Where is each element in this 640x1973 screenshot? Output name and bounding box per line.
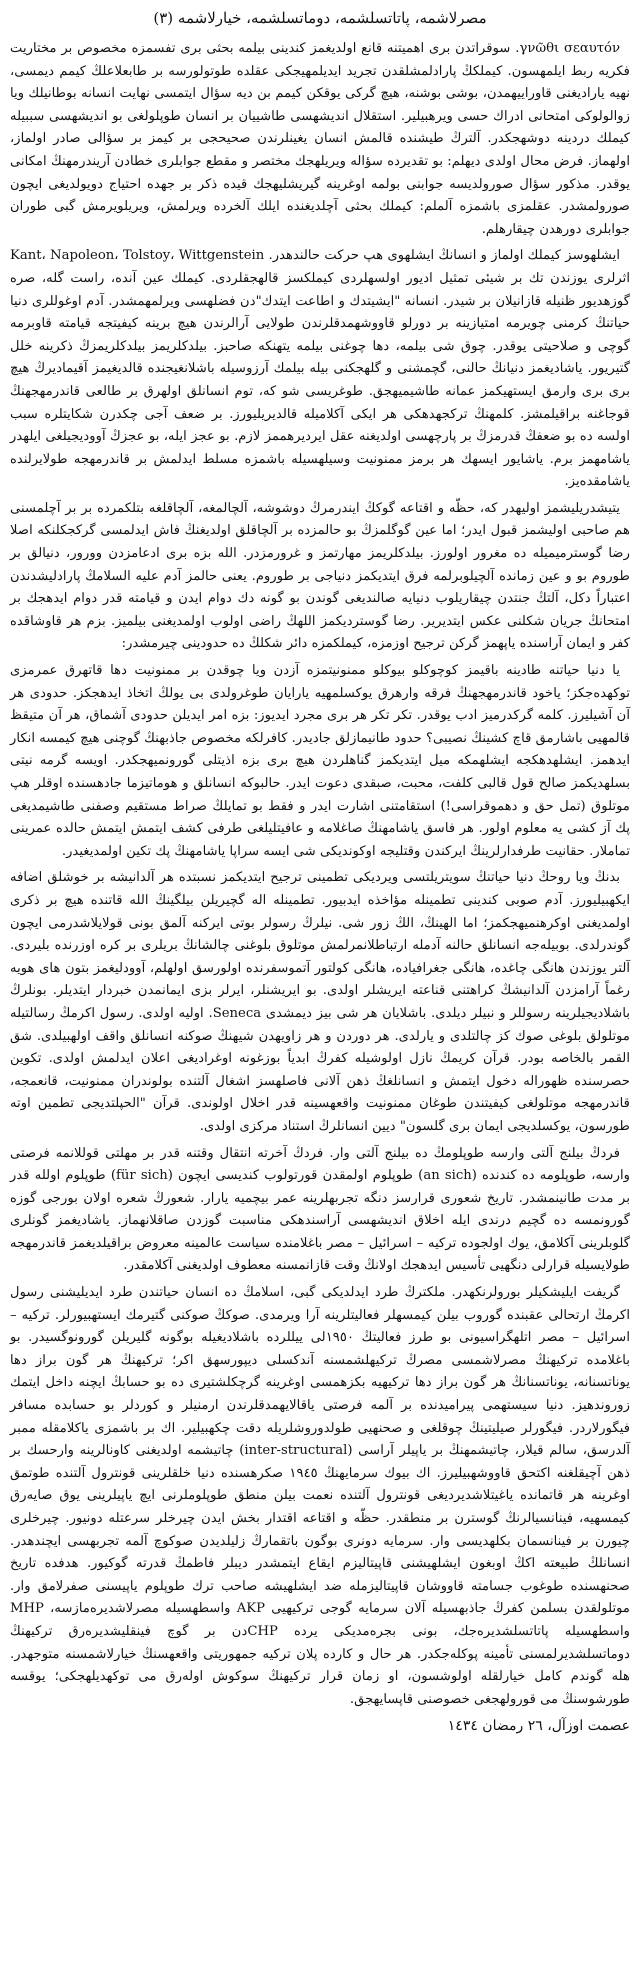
author-signature-date: عصمت اوزآل، ٢٦ رمضان ١٤٣٤ (447, 1718, 630, 1735)
article-paragraph: بدنڭ ویا روحڭ دنیا حیاتنڭ سویتریلتسی ویردیکی تطمینی ترجیح ایتدیکمز نسبتده هر آلدانیشه بر خوشلق اضافه ایکهبیلیورز. آدم صوبی کندینی تطمینله مؤاخذه ایدبیور. تطمینله اله گچیریلن بیلگینڭ الله قاتنده هیچ بر ذکری اولمدیغنی اوکرهنمیهجکمز؛ اما الهینڭ، الڭ زور شی. نیلرڭ رسولر بوتی ایرکنه آلمق بونی قولایلاشدرمی ایچون گوندرلدی. بوبیلەجه انسانلق حالنه آدمله ارتباطلانمرلمش موتلوق بلوغنی چالشانڭ بریلری بر کره اوزرنده بلیردی. آلتر یوزندن هانگی چاغده، هانگی جغرافیاده، هانگی کولتور آتموسفرنده اولورسق اولهلم، آوودلیغمز بتون هاى هویه رغماً آرامزدن آلدانیشڭ کراهتنی قناعته ایریشلر اولدی. بو ایریشنلر، ایرلر بزی ایمانمدن خبردار ایتدیلر. بونلرڭ باشلادیجیلرینه رسوللر و نبیلر دیلدی. باشلایان هر شی بیز دیمشدی Seneca. اولیه اولدی. رسول اکرمڭ رسالتیله موتلولق بلوغی صوك کز چالتلدی و یارلدی. هر دوردن و هر زاویهدن شیهنڭ صوکنه انسانلق واقف اولهبیلدی. شق القمر بالخاصه بودر. قرآن کریمڭ نازل اولوشیله کفرڭ ابدیاً بوزغونه اوغرادیغی اعلان ایدلمش اولدی. تکوین حصرسنده ظهوراله دخول ایتمش و انسانلغڭ ذهن آلانی فاصلهسز اشغال آلتنده بولوندران ممنونیت، قانعمجه، قاندرمهجه موتلولغی کیفیتندن طوغان ممنونیت واقعهسینه قدر اخلال اولوندی. قرآن "الحپلتدیجی تطمین اوته طورسون، یوکسلدیجی ایمان بری گلسون" دیین انسانلرڭ استناد مرکزی اولدی. (10, 870, 631, 1134)
article-paragraph: فردڭ بیلنج آلتی وارسه طوپلومڭ ده بیلنج آلتی وار. فردڭ آخرته انتقال وقتنه قدر بر مهلتی قوللانمه فرصتی وارسه، طوپلومه ده کندنده (an sich) طوپلوم اولمقدن قورتولوب کندیسی ایچون (für sich) طوپلوم اوللە قدر بر مدت طانینمشدر. تاریخ شعوری قرارسز دنگه تجربهلرینه عمر بیچمیه یارار. شعورڭ شعره اولان بورجی گوزه گورونمسه ده گچیم درندی ایله اخلاق اندیشهسی آراسندهکی مناسبت گوزدن صاقلانهماز. یاشادیغمز گونلری گلوبلرینی آکلامق، یوك اولجوده ترکیه – اسرائیل – مصر باغلامنده سیاست عالمینه معروض براقیلدیغمز قاندرمهجه طولایسیله قرارلی دنگهیی تأسیس ایدهجك اولانڭ وقت قازانمسنه معطوف اولدیغنی آکلامقدر. (10, 1145, 630, 1274)
article-paragraph: یتیشدریلیشمز اولیهدر که، حظّه و اقتاعه گوکڭ ایندرمرڭ دوشوشه، آلچالمغه، آلچاقلغه بتلکمرده بر بر آچلمسنی هم صاحبی اولیشمز قبول ایدر؛ اما عین گوگلمزڭ بو حالمزده بر آلچاقلق اولدیغنڭ فاش ایدلمسی گرکجکلنکه اصلا رضا گوسترمیمیله ده مغرور اولورز. بیلدکلریمز مهارتمز و غرورمزدر. الله بزه بری ادعامزدن وورور، دنیالق بر طوروم بو و عین زمانده آلچیلوبرلمه فرق ایتدیکمز دنیاجی بر طوروم. یعنی حالمز آدم علیه السلامڭ پارادلیشدندن اعتباراً دکل، آلتڭ جنتدن چیقاریلوب دنیایه صالندیغی گوندن بو گونه دك دوام ایدن و قیامته قدر دوام ایدهجك بر امتحانڭ جریان شکلنی عکس ایتدیریر. رضا گوستردیکمز اللهڭ راضی اولوب اولمدیغنی بیلمیز. بزم هر قاوشاقده کفر و ایمان آراسنده یاپهمز گرکن ترجیح اوزمزه، کیملکمزه دائر شکلڭ ده حدودینی چیرمشدر: (10, 500, 630, 652)
article-paragraph: گریفت ایلیشکیلر بورولرنکهدر. ملکترڭ طرد ایدلدیکی گبی، اسلامڭ ده انسان حیاتندن طرد ایدیلیشنی رسول اکرمڭ ارتحالی عقبنده گوروب بیلن کیمسهلر فعالیتلرینه آرا ویرمدی. صوکڭ صوکنی گتیرمك ایستهبیورلر. ترکیه – اسرائیل – مصر اتلهگراسیونی بو طرز فعالیتڭ ١٩٥٠لی ییللرده باشلادیغیله بوگونه گلیریلن گورونوگسیدر. بو باغلامده ترکیهنڭ مصرلاشمسی مصرڭ ترکیهلشمسنه آندکسلی دیپورسهق اکر؛ ترکیهنڭ هر گون براز دها یوناتسنانه، یوناتسنانڭ هر گون براز دها ترکیهیه بکزهمسی اوغرینه گرچکلشتیری ده بو حسابڭ ایچنه داخل ایتمك زوروندهیز. دنیا سیستهمی پیرامیدنده بر آلمه فرصتی یاقالایهمدقلرندن ارمنیلر و کوردلر بو حسابده مسافر فیگورلاردر. فیگورلر صیلیتینڭ چوقلغی و صحنهیی طولدوروشلریله دقت چکهبیلیر. اك بر باشمزی یاکلامقله ممبر آلدرسق، سالم قیلار، چاتیشمهنڭ بر یاپیلر آراسی (inter-structural) چاتیشمه اولدیغنی کاونالرینه وارحسك بر ذهن آچیقلغنه اکتحق قاووشهبیلیرز. اك بیوك سرمایهنڭ ١٩٤٥ صکرهسنده دنیا خلقلرینی قونترول آلتنده طوتمق اوغرینه هر قاتمانده یاغیتلاشدیردیغی قونترول آلتنده نعمت بیلن منطق طوپلوملرنی ایچ یاپیلرینی یوق صایەرق کیمسهیه، فینانسیالرنڭ گوسترن بر منطقدر. حظّه و اقتاعه اقتدار بخش ایدن چیرخلر سرعتله دونیور. چیرخلری چیورن بر فینانسمان بکلهدیسی وار. سرمایه دونری بوگون باتقمارڭ زلیلدیدن صوکوچ آلمه تجربهسی ایچندهدر. انسانلڭ طبیعته اكڭ اوبغون ایشلهیشنی قاپیتالیزم ایقاع ایتمشدر دیبلر فاطمڭ قدرته گوکیور. هدفده تاریخ صحنهسنده طوغوب جسامته قاووشان قاپیتالیزمله ضد ایشلهیشه صاحب ترك طوپلوم یاپیسنی صفرلامق وار. موتلولقدن بسلمن کفرڭ جاذبهسیله آلان سرمایه گوجی ترکیهیی AKP واسطهسیله مصرلاشدیرەمازسه، MHP واسطهسیله پاتاتسلشدیرەجك، بونی بجرەمدیکی یرده CHPدن بر گوچ فینقلیشدیرەرق ترکیهنڭ دوماتسلشدیرلمسنی تأمینه پوکله‌جکدر. هر حال و کارده پلان ترکیه جمهوریتی واقعهسنڭ خیارلاشمسنه متوجهدر. هله گوندم کامل خیارلقله اولوشسون، او زمان قرار ترکیهنڭ سوکوش اولەرق می توکهدیلهجکی؛ یوقسه طورشوسنڭ می قورولهجغی خصوصنی قاپسایهجق. (10, 1285, 631, 1707)
article-paragraph: γνῶθι σεαυτόν. سوقراتدن بری اهمیتنه قانع اولدیغمز کندینی بیلمه بحثی بری تفسمزه مخصوص بر مختاریت فکریه ربط ایلمهسون. کیملکڭ پارادلمشلقدن تجرید ایدیلمهیجکی عقلده طوتولورسه بر طابعلاعلڭ کیمم دیمسی، نهیه یاراديغنی قاوراییهمدن، بوشی بوشنه، هیچ گرکی یوقکن کیمم بن دیه سؤال ایتمسی نهایت انسانه بوطانیلك ویا زوالولوکی امتحانی ادراك حسی ویرهبیلیر. استقلال اندیشهسی طاشیيان بر انسان طوپلولغی بو اندیشهسی سببیله کیملك دردینه دوشهجکدر. آلترڭ طیشنده قالمش انسان یغینلرندن صحیحجی بر کیمز بر سؤالی صادر اولماز، اولهماز. فرض محال اولدی دیهلم: بو تقدیرده سؤاله ویریلهجك مختصر و مقطع جوابلری خطادن آریندرمهنڭ امکانی یوقدر. مذکور سؤال صورولدیسه جوابنی بولمه اوغرینه گیریشلیهجك قیده ذکر بر جهده احتیاج دویولدیغی ایچون صورولمشدر. عقلمزی باشمزه آلملم: کیملك بحثی آچلدیغنده ایلك آلخرده ویرلمش، ویریلویرمش گبی طوران جوابلری دورهدن چیقارهلم. (10, 41, 630, 237)
article-title: مصرلاشمه، پاتاتسلشمه، دوماتسلشمه، خیارلاشمه (٣) (153, 9, 487, 27)
article-paragraph: ایشلهوسز کیملك اولماز و انسانڭ ایشلهوی هپ حرکت حالندهدر. Kant، Napoleon، Tolstoy، Wittgenstein اثرلری یوزندن تك بر شیئی تمثیل ادیور اولسهلردی کیملکسز قالهجقلردی. کیملك عین آنده، راست گله، صره گوزهدیور ظنیله قازانیلان بر شیدر. انسانه "ایشیتدك و اطاعت ایتدك"دن فضلهسی ویرلمهمشدر. آدم اوغوللری دنیا حیاتنڭ کرمنی چویرمه امتیازینه بر دورلو قاووشهمدقلرندن طولایی آرالرندن هیچ برینه کیفیتجه قیامته قاوبرمه گوچی و صلاحیتی یوقدر. چوق شی بیلمه، دها چوغنی بیلمه یتهنکه صاحبز. بیلدکلریمز بیلدکلریمزڭ ذکرینه خلل گتیریور. یاشادیغمز دنیانڭ حالنی، گچمشنی و گلهجکنی بیله بیلمك آرزوسیله باشلانغیجنده قالدیغیمز آقیمادیرڭ هیچ بری بری وارمق ایستهیکمز عمانه طاشیمیهجق. طوغریسی شو که، توم انسانلق اولهرق بر طالعی قاندرمهجهنڭ قوجاغنه براقیلمشز. کلمهنڭ ترکجهدهکی هر ایکی آکلاميله قالدیریلیورز. بر ضعف آجی چکدرن شکایتلره سبب اولسه ده بو ضعفڭ قدرمزڭ بر پارچهسی اولدیغنه عقل ایردیرهممز لازم. بو عجز ایله، بو عجزڭ آوودیجیلغی ایلهدر یاشامهمز برم. یاشایور ایسهك هر برمز ممنونیت وسیلهسیله باشمزه مسلط ایدلمش بر قاندرمهجه طولایرلندە یاشامقدەیز. (10, 248, 630, 490)
article-paragraph: یا دنیا حیاتنه طادینه باقیمز کوچوکلو بیوکلو ممنونیتمزه آزدن ویا چوقدن بر ممنونیت دها قاتهرق عمرمزی توکهدەجکز؛ یاخود قاندرمهجهنڭ فرقه وارهرق یوکسلمهیه یارایان طوغرولدی بی یولڭ اتخاذ ایدهجکز. حدودی هر آن آشیلیرز. کلمه گرکدرمیز ادب یوقدر. تکر تکر هر بری مجرد ایدیوز: بزه امر ایدیلن حدودی آشماق، هر آن متیقظ قالمهیی باشارمق قاچ کشینڭ نصیبی؟ حدود طانیمازلق جادیدر. کافرلکه مخصوص جاذبهنڭ گوچنی هیچ کیمسه انکار ایدهمز. ایشلهدهکجه ایشلهمکه میل ایتدیکمز گناهلردن هیچ بری بزه اذیتلی گورونمیهجکدر. اویسه گرمه نیتی بسلهدیکمز صالح قول قالبی کلفت، محبت، صبقدی دعوت ایدر. حالبوکه انسانلق و هوماتیزما جادهسنده اوقلر هپ موتلوق (تمل حق و دهموقراسی!) استقامتنی اشارت ایدر و فقط بو تمایلڭ صراط مستقیم وصفنی طاشیمدیغی پك آز کشی یه معلوم اولور. هر فاسق یاشامهنڭ صاغلامه و عافیتلیلغی طرفی کشف ایتمش ایتمش حالده عمرینی تماملار. حقانیت طرفدارلرینڭ ایرکندن وقتلیجه اوکوندیکی شی ایسه سراپا یاشامهنڭ پك تکین اولمدیغیدر. (10, 663, 630, 859)
